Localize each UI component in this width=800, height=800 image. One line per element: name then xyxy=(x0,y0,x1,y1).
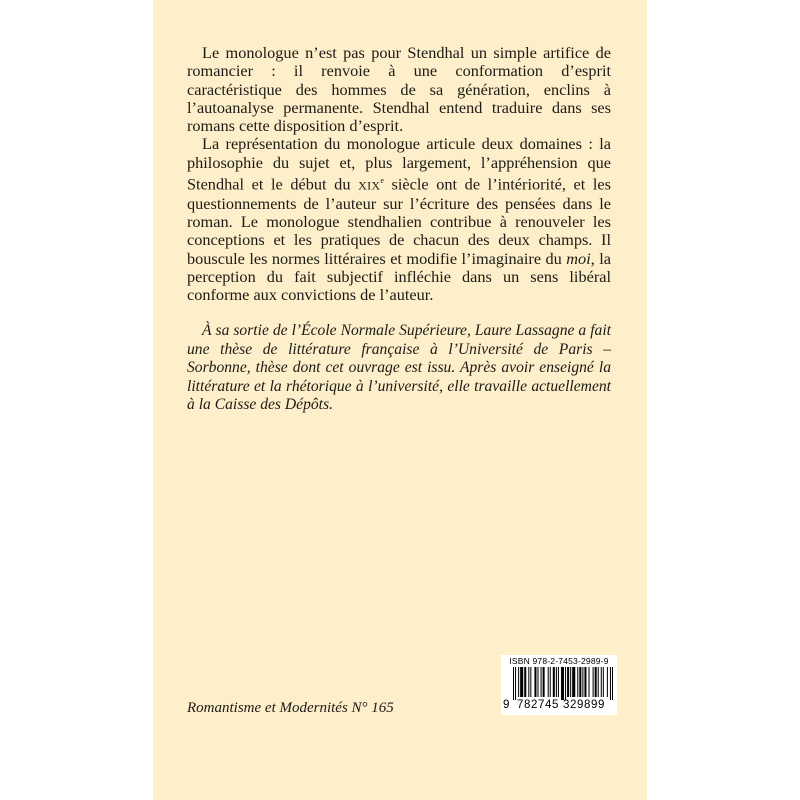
author-bio-text: À sa sortie de l’École Normale Supérieure, Laure Lassagne a fait une thèse de littérature française à l’Université de Paris – Sorbonne, thèse dont cet ouvrage est issu. Après avoir enseigné la littérature et la rhétorique à l’université, elle travaille actuellement à la Caisse des Dépôts. xyxy=(187,322,611,413)
barcode-bars xyxy=(513,667,613,700)
barcode-bar xyxy=(601,667,602,697)
barcode-bar xyxy=(548,667,549,697)
barcode-bar xyxy=(593,667,594,697)
barcode-bar xyxy=(561,667,564,700)
barcode-bar xyxy=(530,667,531,697)
barcode-bar xyxy=(515,667,516,700)
barcode-bar xyxy=(524,667,526,697)
ean-left-digits: 782745 xyxy=(517,699,559,711)
barcode-bar xyxy=(558,667,559,697)
barcode-bar xyxy=(565,667,566,700)
barcode-bar xyxy=(541,667,542,697)
isbn-label: ISBN 978-2-7453-2989-9 xyxy=(509,656,609,666)
barcode-bar xyxy=(534,667,536,697)
barcode-bar xyxy=(570,667,571,697)
barcode-bar xyxy=(537,667,538,697)
barcode-bar xyxy=(584,667,586,697)
barcode-bar xyxy=(528,667,529,697)
barcode-bar xyxy=(577,667,578,697)
barcode-bar xyxy=(579,667,581,697)
paragraph-2-part-a: La représentation du monologue articule deux domaines : la philosophie du sujet et, plus largement, l’appréhension que Stendhal et le début du xyxy=(187,134,611,194)
ean-first-digit: 9 xyxy=(503,699,510,711)
barcode-bar xyxy=(567,667,569,697)
century-numeral: XIX xyxy=(358,178,381,193)
barcode-bar xyxy=(589,667,590,697)
series-title: Romantisme et Modernités N° 165 xyxy=(187,700,394,716)
barcode-bar xyxy=(603,667,604,697)
barcode-bar xyxy=(598,667,599,697)
barcode-bar xyxy=(556,667,557,697)
barcode-bar xyxy=(612,667,613,700)
paragraph-2-part-c: , la perception du fait subjectif infléchie dans un sens libéral conforme aux convictions de l’auteur. xyxy=(187,248,611,305)
barcode-bar xyxy=(595,667,597,697)
barcode-bar xyxy=(553,667,555,697)
paragraph-1: Le monologue n’est pas pour Stendhal un simple artifice de romancier : il renvoie à une conformation d’esprit caractéristique des hommes de sa génération, enclins à l’autoanalyse permanente. Stendhal entend traduire dans ses romans cette disposition d’esprit. xyxy=(187,43,611,136)
barcode-bar xyxy=(607,667,608,697)
barcode-bar xyxy=(520,667,523,697)
barcode-bar xyxy=(610,667,611,700)
author-bio xyxy=(187,322,611,415)
summary-text xyxy=(187,44,611,305)
paragraph-2 xyxy=(187,135,611,304)
barcode-bar xyxy=(513,667,514,700)
barcode-bar xyxy=(582,667,583,697)
barcode xyxy=(501,655,617,715)
ean-right-digits: 329899 xyxy=(563,699,605,711)
barcode-bar xyxy=(518,667,519,697)
century-superscript: e xyxy=(380,176,384,186)
barcode-bar xyxy=(550,667,551,697)
moi-italic: moi xyxy=(566,248,591,268)
paragraph-2-part-b: siècle ont de l’intériorité, et les questionnements de l’auteur sur l’écriture des pensées dans le roman. Le monologue stendhalien contribue à renouveler les conceptions et les pratiques de chacun des deux champs. Il bouscule les normes littéraires et modifie l’imaginaire du xyxy=(187,174,611,268)
barcode-bar xyxy=(543,667,545,697)
barcode-bar xyxy=(572,667,575,697)
